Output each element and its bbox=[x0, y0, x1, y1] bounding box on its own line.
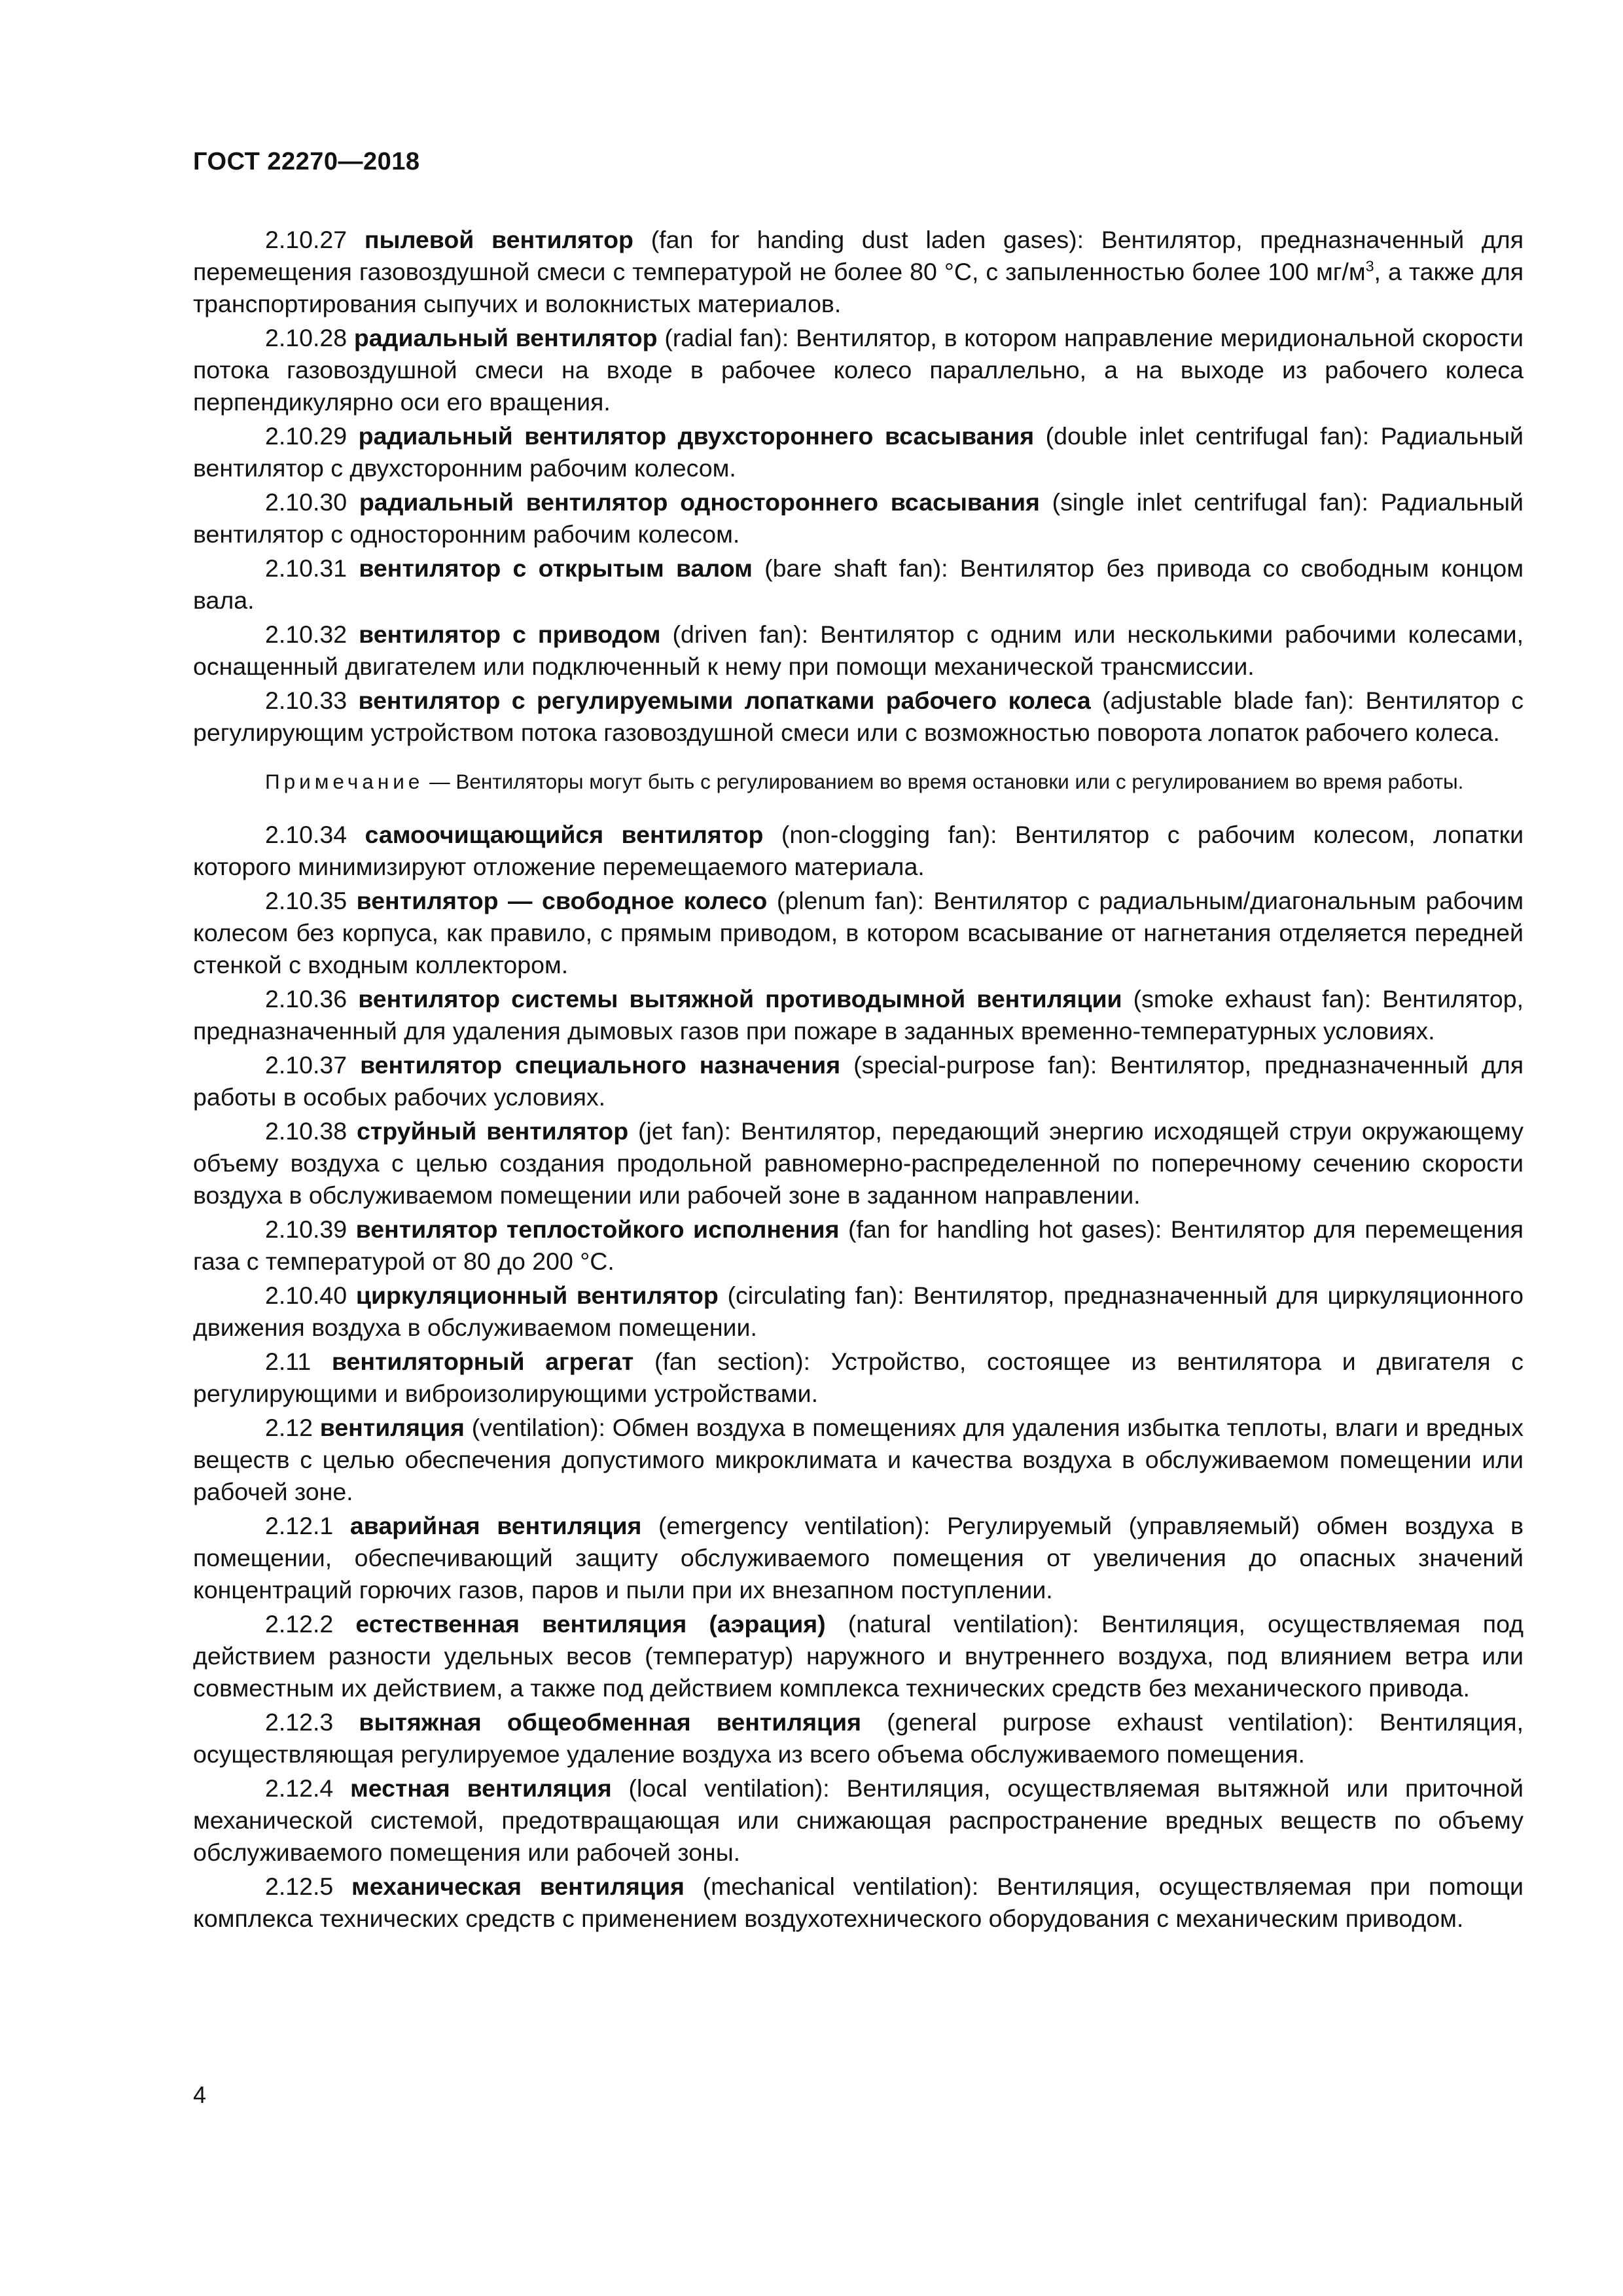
definition: (non-clogging fan): Вентилятор с рабочим колесом, лопатки которого минимизируют отложение перемещаемого материала. bbox=[193, 821, 1524, 880]
paragraph-number: 2.10.27 bbox=[265, 226, 348, 253]
paragraph-number: 2.10.29 bbox=[265, 422, 348, 450]
paragraph-2-11 bbox=[193, 1346, 1524, 1410]
definition: (single inlet centrifugal fan): Радиальный вентилятор с односторонним рабочим колесом. bbox=[193, 488, 1524, 548]
paragraph-number: 2.10.37 bbox=[265, 1051, 348, 1079]
note-label: Примечание bbox=[265, 770, 424, 793]
paragraph-number: 2.10.39 bbox=[265, 1215, 348, 1243]
term: радиальный вентилятор одностороннего всасывания bbox=[359, 488, 1040, 516]
term: вентилятор с приводом bbox=[359, 620, 661, 648]
definition: (fan for handling hot gases): Вентилятор для перемещения газа с температурой от 80 до 200 °С. bbox=[193, 1215, 1524, 1275]
definition: (fan for handing dust laden gases): Вентилятор, предназначенный для перемещения газовоздушной смеси с температурой не более 80 °С, с запыленностью более 100 мг/м bbox=[193, 226, 1524, 285]
paragraph-2-12-4 bbox=[193, 1772, 1524, 1869]
paragraph-number: 2.10.28 bbox=[265, 324, 348, 351]
paragraph-2-10-32 bbox=[193, 619, 1524, 683]
paragraph-2-10-37 bbox=[193, 1049, 1524, 1113]
document-body bbox=[193, 224, 1524, 1937]
definition: (emergency ventilation): Регулируемый (управляемый) обмен воздуха в помещении, обеспечивающий защиту обслуживаемого помещения от увеличения до опасных значений концентраций горючих газов, паров и пыли при их внезапном поступлении. bbox=[193, 1512, 1524, 1604]
paragraph-number: 2.10.30 bbox=[265, 488, 348, 516]
paragraph-2-10-31 bbox=[193, 552, 1524, 617]
definition: (local ventilation): Вентиляция, осуществляемая вытяжной или приточной механической системой, предотвращающая или снижающая распространение вредных веществ по объему обслуживаемого помещения или рабочей зоны. bbox=[193, 1774, 1524, 1866]
paragraph-2-10-39 bbox=[193, 1213, 1524, 1278]
paragraph-number: 2.12 bbox=[265, 1414, 313, 1441]
paragraph-2-10-28 bbox=[193, 322, 1524, 418]
paragraph-number: 2.12.4 bbox=[265, 1774, 334, 1802]
paragraph-2-12-1 bbox=[193, 1510, 1524, 1606]
paragraph-2-12-3 bbox=[193, 1706, 1524, 1770]
term: вентиляторный агрегат bbox=[331, 1348, 634, 1375]
definition: (mechanical ventilation): Вентиляция, осуществляемая при поmощи комплекса технических средств с применением воздухотехнического оборудования с механическим приводом. bbox=[193, 1873, 1524, 1932]
paragraph-number: 2.10.35 bbox=[265, 887, 348, 914]
page-number: 4 bbox=[193, 2081, 207, 2108]
paragraph-2-10-33 bbox=[193, 685, 1524, 749]
definition-continued: , а также для транспортирования сыпучих и волокнистых материалов. bbox=[193, 258, 1524, 317]
definition: (general purpose exhaust ventilation): Вентиляция, осуществляющая регулируемое удаление воздуха из всего объема обслуживаемого помещения. bbox=[193, 1708, 1524, 1768]
term: вентилятор с открытым валом bbox=[359, 554, 753, 582]
paragraph-number: 2.10.31 bbox=[265, 554, 348, 582]
paragraph-2-12 bbox=[193, 1412, 1524, 1508]
term: пылевой вентилятор bbox=[364, 226, 633, 253]
paragraph-number: 2.10.36 bbox=[265, 985, 348, 1013]
definition: (circulating fan): Вентилятор, предназначенный для циркуляционного движения воздуха в обслуживаемом помещении. bbox=[193, 1282, 1524, 1341]
term: механическая вентиляция bbox=[351, 1873, 685, 1900]
definition: (double inlet centrifugal fan): Радиальный вентилятор с двухсторонним рабочим колесом. bbox=[193, 422, 1524, 482]
definition: (radial fan): Вентилятор, в котором направление меридиональной скорости потока газовоздушной смеси на входе в рабочее колесо параллельно, а на выходе из рабочего колеса перпендикулярно оси его вращения. bbox=[193, 324, 1524, 416]
document-header: ГОСТ 22270—2018 bbox=[193, 148, 420, 175]
term: вентилятор — свободное колесо bbox=[356, 887, 768, 914]
paragraph-2-10-40 bbox=[193, 1280, 1524, 1344]
paragraph-number: 2.10.33 bbox=[265, 687, 348, 714]
paragraph-number: 2.12.1 bbox=[265, 1512, 334, 1539]
term: радиальный вентилятор двухстороннего всасывания bbox=[358, 422, 1035, 450]
paragraph-number: 2.10.34 bbox=[265, 821, 348, 848]
paragraph-2-12-2 bbox=[193, 1608, 1524, 1704]
term: аварийная вентиляция bbox=[349, 1512, 642, 1539]
paragraph-number: 2.12.5 bbox=[265, 1873, 334, 1900]
term: циркуляционный вентилятор bbox=[355, 1282, 719, 1309]
paragraph-2-10-30 bbox=[193, 486, 1524, 550]
term: вентилятор специального назначения bbox=[360, 1051, 841, 1079]
paragraph-number: 2.11 bbox=[265, 1348, 312, 1375]
definition: (jet fan): Вентилятор, передающий энергию исходящей струи окружающему объему воздуха с целью создания продольной равномерно-распределенной по поперечному сечению скорости воздуха в обслуживаемом помещении или рабочей зоне в заданном направлении. bbox=[193, 1117, 1524, 1209]
term: струйный вентилятор bbox=[357, 1117, 629, 1145]
definition: (special-purpose fan): Вентилятор, предназначенный для работы в особых рабочих условиях. bbox=[193, 1051, 1524, 1111]
term: вентиляция bbox=[319, 1414, 465, 1441]
term: радиальный вентилятор bbox=[353, 324, 658, 351]
paragraph-2-10-27 bbox=[193, 224, 1524, 320]
definition: (natural ventilation): Вентиляция, осуществляемая под действием разности удельных весов (температур) наружного и внутреннего воздуха, под влиянием ветра или совместным их действием, а также под действием комплекса технических средств без механического привода. bbox=[193, 1610, 1524, 1702]
term: вентилятор теплостойкого исполнения bbox=[355, 1215, 840, 1243]
paragraph-number: 2.10.32 bbox=[265, 620, 348, 648]
paragraph-number: 2.10.38 bbox=[265, 1117, 348, 1145]
paragraph-2-10-38 bbox=[193, 1115, 1524, 1211]
term: естественная вентиляция (аэрация) bbox=[355, 1610, 826, 1638]
paragraph-2-10-34 bbox=[193, 819, 1524, 883]
term: самоочищающийся вентилятор bbox=[365, 821, 764, 848]
paragraph-2-12-5 bbox=[193, 1871, 1524, 1935]
definition: (smoke exhaust fan): Вентилятор, предназначенный для удаления дымовых газов при пожаре в заданных временно-температурных условиях. bbox=[193, 985, 1524, 1045]
term: вытяжная общеобменная вентиляция bbox=[359, 1708, 861, 1736]
term: вентилятор с регулируемыми лопатками рабочего колеса bbox=[358, 687, 1091, 714]
paragraph-2-10-36 bbox=[193, 983, 1524, 1047]
paragraph-2-10-29 bbox=[193, 420, 1524, 484]
paragraph-number: 2.10.40 bbox=[265, 1282, 348, 1309]
note-text: — Вентиляторы могут быть с регулированием во время остановки или с регулированием во время работы. bbox=[423, 770, 1464, 793]
paragraph-number: 2.12.2 bbox=[265, 1610, 334, 1638]
term: вентилятор системы вытяжной противодымной вентиляции bbox=[358, 985, 1122, 1013]
definition: (adjustable blade fan): Вентилятор с регулирующим устройством потока газовоздушной смеси или с возможностью поворота лопаток рабочего колеса. bbox=[193, 687, 1524, 746]
definition: (bare shaft fan): Вентилятор без привода со свободным концом вала. bbox=[193, 554, 1524, 614]
paragraph-2-10-35 bbox=[193, 885, 1524, 981]
definition: (plenum fan): Вентилятор с радиальным/диагональным рабочим колесом без корпуса, как правило, с прямым приводом, в котором всасывание от нагнетания отделяется передней стенкой с входным коллектором. bbox=[193, 887, 1524, 978]
note bbox=[193, 768, 1524, 795]
definition: (fan section): Устройство, состоящее из вентилятора и двигателя с регулирующими и виброизолирующими устройствами. bbox=[193, 1348, 1524, 1407]
definition: (driven fan): Вентилятор с одним или несколькими рабочими колесами, оснащенный двигателем или подключенный к нему при помощи механической трансмиссии. bbox=[193, 620, 1524, 680]
superscript: 3 bbox=[1365, 257, 1374, 275]
definition: (ventilation): Обмен воздуха в помещениях для удаления избытка теплоты, влаги и вредных веществ с целью обеспечения допустимого микроклимата и качества воздуха в обслуживаемом помещении или рабочей зоне. bbox=[193, 1414, 1524, 1505]
paragraph-number: 2.12.3 bbox=[265, 1708, 334, 1736]
term: местная вентиляция bbox=[350, 1774, 612, 1802]
